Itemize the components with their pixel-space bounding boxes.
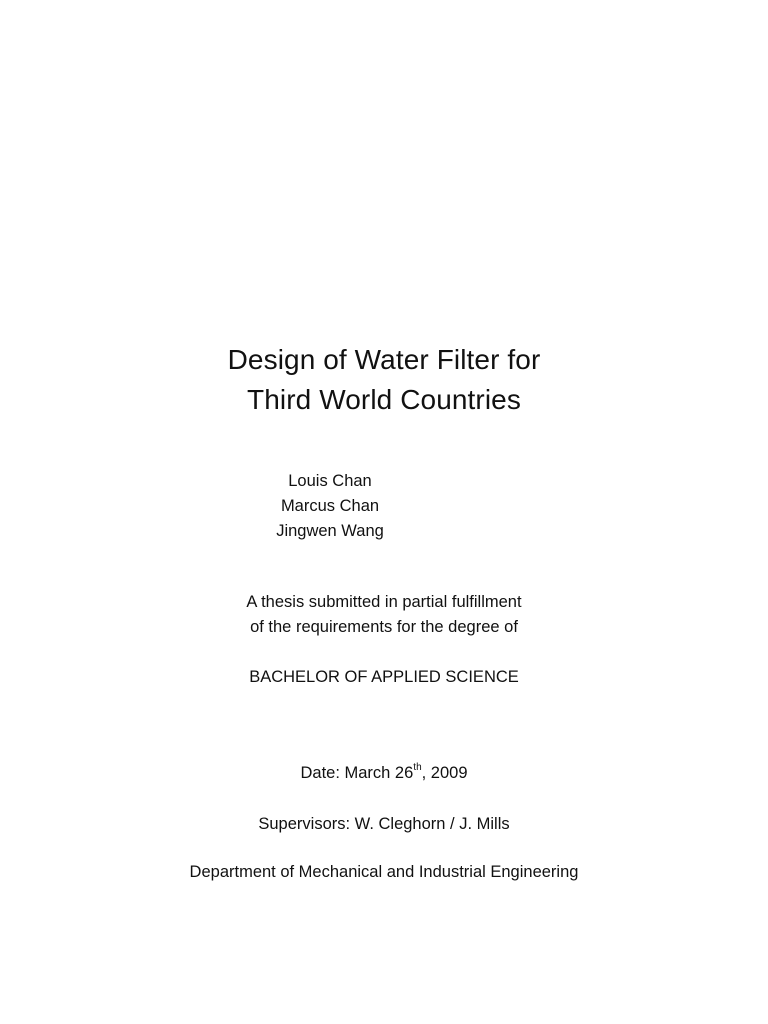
document-title-line-2: Third World Countries: [247, 384, 521, 415]
author-list: [260, 469, 400, 544]
author-name: Louis Chan: [288, 472, 372, 490]
department-name: Department of Mechanical and Industrial Engineering: [189, 863, 579, 881]
date-text: Date: March 26: [300, 764, 414, 782]
degree-name: BACHELOR OF APPLIED SCIENCE: [249, 668, 519, 686]
thesis-statement-line-1: A thesis submitted in partial fulfillment: [246, 593, 522, 611]
supervisors: Supervisors: W. Cleghorn / J. Mills: [258, 815, 510, 833]
date-ordinal-suffix: th: [413, 762, 422, 773]
submission-date: [0, 762, 768, 782]
author-name: Jingwen Wang: [276, 522, 384, 540]
document-title-line-1: Design of Water Filter for: [227, 344, 541, 375]
date-year: , 2009: [421, 764, 468, 782]
author-name: Marcus Chan: [280, 497, 380, 515]
thesis-statement-line-2: of the requirements for the degree of: [250, 618, 518, 636]
